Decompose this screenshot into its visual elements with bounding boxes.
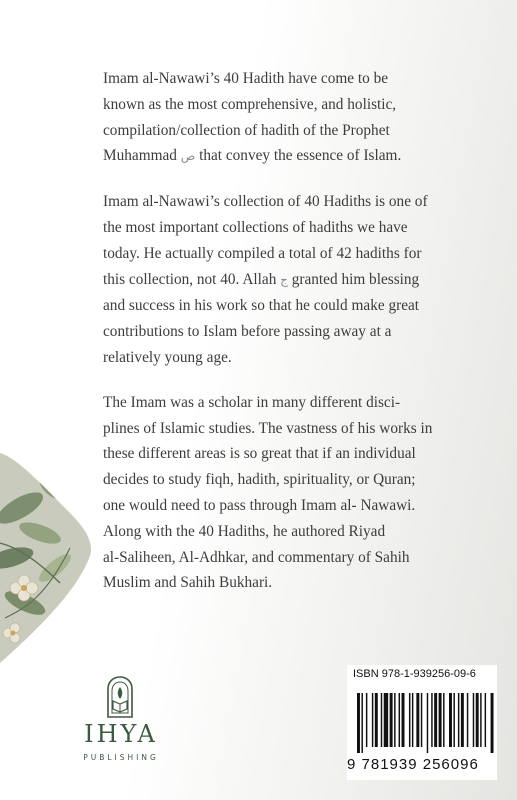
barcode-bar [402,693,405,747]
barcode-bar [473,693,474,747]
blurb-text: that convey the essence of Islam. [195,147,402,165]
barcode-bar [491,693,494,753]
barcode-bar [431,693,432,747]
barcode-bar [421,693,422,747]
barcode-bar [416,693,419,747]
blurb-line: The Imam was a scholar in many different disci- [103,393,401,411]
barcode-bar [439,693,442,747]
honorific-symbol: ج [280,272,288,287]
blurb-paragraph [103,66,498,170]
blurb-line: contributions to Islam before passing away at a [103,323,392,341]
isbn-label: ISBN 978-1-939256-09-6 [353,668,476,680]
blurb-line: plines of Islamic studies. The vastness of his works in [103,419,433,437]
blurb-paragraph [103,189,498,371]
barcode-bar [453,693,454,747]
barcode-bar [480,693,481,747]
publisher-logo [66,675,176,775]
blurb-line: the most important collections of hadiths we have [103,218,408,236]
blurb-line: these different areas is so great that if an individual [103,445,416,463]
barcode-digits: 9 781939 256096 [347,756,479,773]
barcode-bar [357,693,360,753]
barcode-bar [375,693,378,747]
barcode [357,693,495,753]
barcode-bar [476,693,479,747]
blurb-text: this collection, not 40. Allah [103,270,281,288]
barcode-bar [409,693,410,747]
back-cover-blurb [103,66,498,615]
honorific-symbol: ص [180,149,196,164]
blurb-text: granted him blessing [287,270,420,288]
barcode-bar [461,693,464,747]
barcode-bar [434,693,437,747]
blurb-paragraph [103,390,498,596]
publisher-name: IHYA [84,720,158,748]
blurb-text: Muhammad [103,147,181,165]
blurb-line: Imam al-Nawawi’s collection of 40 Hadiths is one of [103,193,428,211]
barcode-bar [372,693,373,747]
barcode-bar [394,693,395,747]
barcode-bar [443,693,444,747]
barcode-bar [384,693,388,747]
barcode-bar [458,693,459,747]
blurb-line: one would need to pass through Imam al- Nawawi. [103,496,416,514]
barcode-bar [366,693,367,747]
isbn-barcode-block [347,665,497,780]
blurb-line: today. He actually compiled a total of 42 hadiths for [103,244,422,262]
barcode-bar [390,693,393,747]
blurb-line: compilation/collection of hadith of the Prophet [103,121,390,139]
book-emblem-icon [104,675,136,719]
barcode-bar [449,693,452,747]
barcode-bar [399,693,400,747]
barcode-bar [381,693,382,747]
blurb-line: and success in his work so that he could make great [103,297,420,315]
barcode-bar [427,693,428,753]
blurb-line: Imam al-Nawawi’s 40 Hadith have come to be [103,70,389,87]
barcode-bar [485,693,486,747]
floral-illustration [0,448,95,678]
blurb-line: Muslim and Sahih Bukhari. [103,574,273,592]
barcode-bar [412,693,413,747]
blurb-line: decides to study fiqh, hadith, spirituality, or Quran; [103,471,416,489]
barcode-bar [467,693,468,747]
publisher-tagline: PUBLISHING [83,753,159,762]
barcode-bar [361,693,362,753]
blurb-line: relatively young age. [103,348,232,366]
blurb-line: Along with the 40 Hadiths, he authored Riyad [103,522,386,540]
blurb-line [103,267,498,294]
blurb-line [103,143,498,170]
blurb-line: known as the most comprehensive, and holistic, [103,95,397,113]
blurb-line: al-Saliheen, Al-Adhkar, and commentary of Sahih [103,548,410,566]
